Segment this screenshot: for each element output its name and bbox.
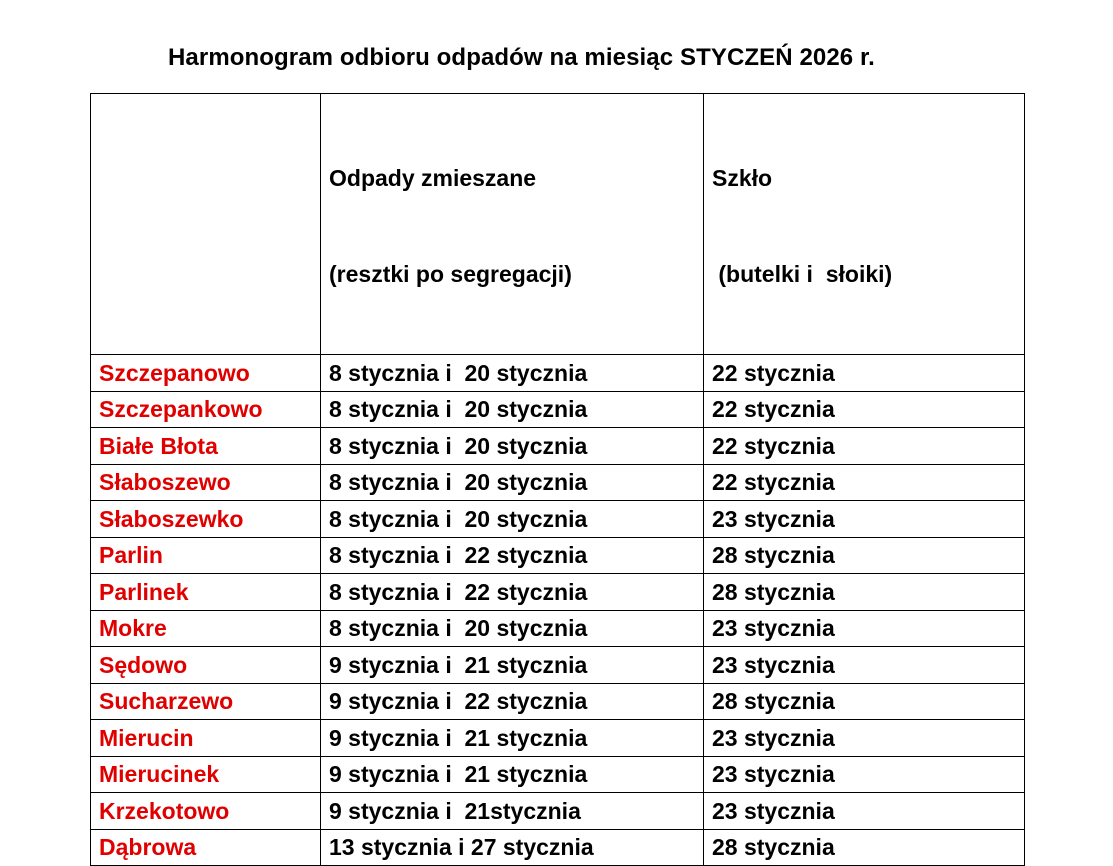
place-name-cell: Parlin (91, 537, 321, 574)
header-mixed-waste-label: Odpady zmieszane (329, 165, 537, 191)
mixed-waste-date-cell: 8 stycznia i 20 stycznia (321, 391, 704, 428)
mixed-waste-date-cell: 8 stycznia i 20 stycznia (321, 501, 704, 538)
place-name-cell: Mokre (91, 610, 321, 647)
glass-date-cell: 23 stycznia (704, 610, 1025, 647)
mixed-waste-date-cell: 8 stycznia i 20 stycznia (321, 610, 704, 647)
mixed-waste-date-cell: 9 stycznia i 21 stycznia (321, 756, 704, 793)
glass-date-cell: 22 stycznia (704, 428, 1025, 465)
place-name-cell: Dąbrowa (91, 829, 321, 866)
mixed-waste-date-cell: 9 stycznia i 21stycznia (321, 793, 704, 830)
table-row (91, 574, 1025, 611)
glass-date-cell: 28 stycznia (704, 683, 1025, 720)
glass-date-cell: 23 stycznia (704, 793, 1025, 830)
mixed-waste-date-cell: 8 stycznia i 20 stycznia (321, 355, 704, 392)
header-glass-cell (704, 94, 1025, 355)
glass-date-cell: 22 stycznia (704, 355, 1025, 392)
mixed-waste-date-cell: 9 stycznia i 21 stycznia (321, 720, 704, 757)
glass-date-cell: 28 stycznia (704, 829, 1025, 866)
table-row (91, 501, 1025, 538)
glass-date-cell: 22 stycznia (704, 464, 1025, 501)
place-name-cell: Białe Błota (91, 428, 321, 465)
table-row (91, 537, 1025, 574)
glass-date-cell: 28 stycznia (704, 574, 1025, 611)
header-glass-label: Szkło (712, 165, 773, 191)
place-name-cell: Sucharzewo (91, 683, 321, 720)
page-title: Harmonogram odbioru odpadów na miesiąc STYCZEŃ 2026 r. (168, 44, 875, 71)
table-row (91, 683, 1025, 720)
table-row (91, 464, 1025, 501)
mixed-waste-date-cell: 8 stycznia i 22 stycznia (321, 574, 704, 611)
place-name-cell: Szczepankowo (91, 391, 321, 428)
mixed-waste-date-cell: 8 stycznia i 22 stycznia (321, 537, 704, 574)
place-name-cell: Sędowo (91, 647, 321, 684)
table-header-row (91, 94, 1025, 355)
glass-date-cell: 22 stycznia (704, 391, 1025, 428)
header-glass-sublabel: (butelki i słoiki) (712, 261, 893, 287)
table-row (91, 428, 1025, 465)
glass-date-cell: 23 stycznia (704, 501, 1025, 538)
glass-date-cell: 23 stycznia (704, 647, 1025, 684)
mixed-waste-date-cell: 8 stycznia i 20 stycznia (321, 464, 704, 501)
header-mixed-waste-sublabel: (resztki po segregacji) (329, 261, 572, 287)
mixed-waste-date-cell: 13 stycznia i 27 stycznia (321, 829, 704, 866)
place-name-cell: Krzekotowo (91, 793, 321, 830)
place-name-cell: Słaboszewko (91, 501, 321, 538)
header-mixed-waste-cell (321, 94, 704, 355)
glass-date-cell: 23 stycznia (704, 756, 1025, 793)
place-name-cell: Szczepanowo (91, 355, 321, 392)
mixed-waste-date-cell: 8 stycznia i 20 stycznia (321, 428, 704, 465)
table-row (91, 829, 1025, 866)
table-row (91, 610, 1025, 647)
glass-date-cell: 28 stycznia (704, 537, 1025, 574)
table-row (91, 793, 1025, 830)
place-name-cell: Mierucin (91, 720, 321, 757)
table-row (91, 391, 1025, 428)
table-row (91, 756, 1025, 793)
mixed-waste-date-cell: 9 stycznia i 21 stycznia (321, 647, 704, 684)
place-name-cell: Słaboszewo (91, 464, 321, 501)
schedule-table (90, 93, 1025, 866)
place-name-cell: Parlinek (91, 574, 321, 611)
place-name-cell: Mierucinek (91, 756, 321, 793)
table-row (91, 647, 1025, 684)
mixed-waste-date-cell: 9 stycznia i 22 stycznia (321, 683, 704, 720)
glass-date-cell: 23 stycznia (704, 720, 1025, 757)
header-place-cell (91, 94, 321, 355)
schedule-table-body (91, 94, 1025, 866)
table-row (91, 355, 1025, 392)
table-row (91, 720, 1025, 757)
